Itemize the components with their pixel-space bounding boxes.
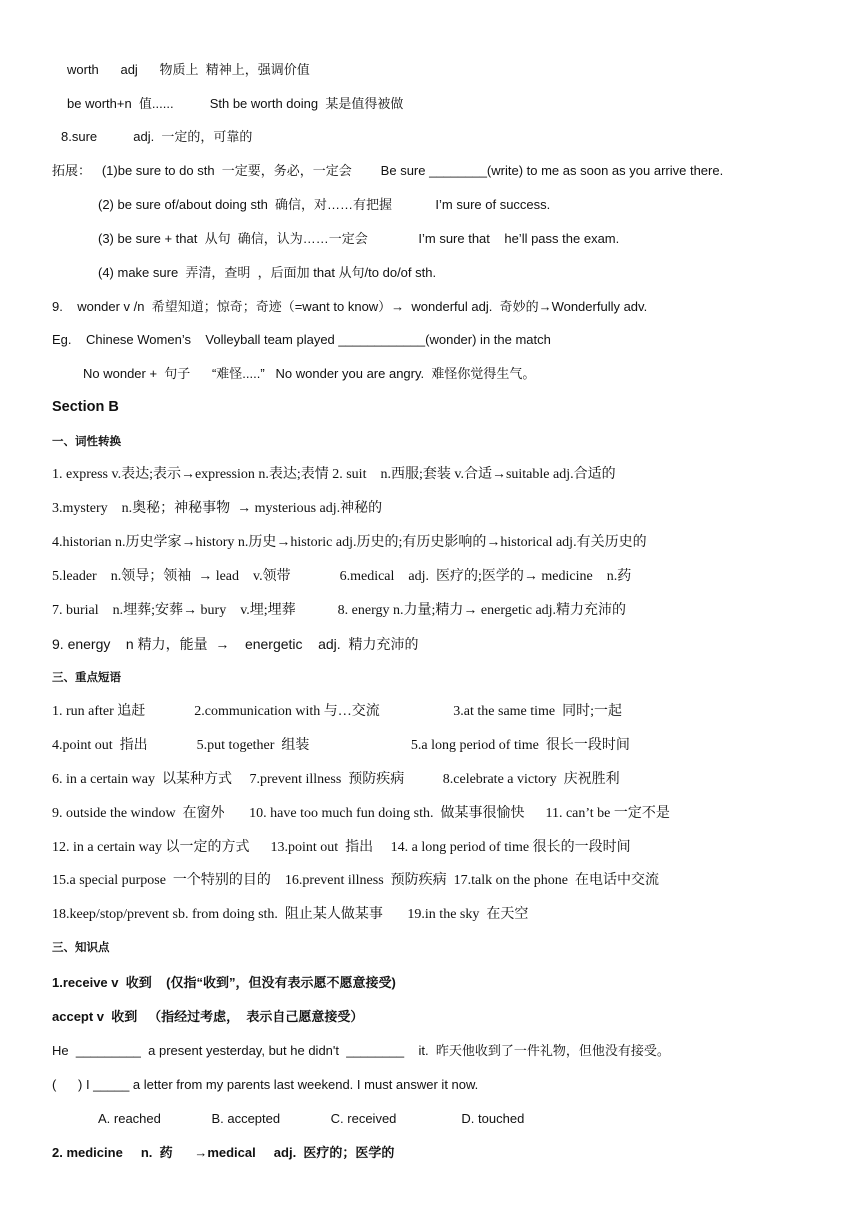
text-line: No wonder + 句子 “难怪.....” No wonder you are angry. 难怪你觉得生气。 [83, 366, 536, 381]
text-line: 1.receive v 收到 (仅指“收到”，但没有表示愿不愿意接受) [52, 975, 396, 990]
text-line: (4) make sure 弄清，查明 ，后面加 that 从句/to do/of sth. [98, 265, 437, 280]
text-line: 4.historian n.历史学家→history n.历史→historic adj.历史的;有历史影响的→historical adj.有关历史的 [52, 535, 647, 550]
text-line: 5.leader n.领导；领袖 → lead v.领带 6.medical adj. 医疗的;医学的→ medicine n.药 [52, 569, 632, 584]
text-line: 12. in a certain way 以一定的方式 13.point out 指出 14. a long period of time 很长的一段时间 [52, 840, 631, 855]
text-line: ( ) I _____ a letter from my parents last weekend. I must answer it now. [52, 1077, 479, 1092]
text-line: 9. outside the window 在窗外 10. have too much fun doing sth. 做某事很愉快 11. can’t be 一定不是 [52, 806, 670, 821]
text-line: worth adj 物质上 精神上，强调价值 [67, 62, 310, 77]
text-line: accept v 收到 （指经过考虑， 表示自己愿意接受） [52, 1009, 364, 1024]
text-line: 3.mystery n.奥秘；神秘事物 → mysterious adj.神秘的 [52, 501, 383, 516]
text-line: (3) be sure + that 从句 确信，认为……一定会 I’m sure that he’ll pass the exam. [98, 231, 620, 246]
text-line: Eg. Chinese Women’s Volleyball team played ____________(wonder) in the match [52, 332, 551, 347]
text-line: He _________ a present yesterday, but he didn't ________ it. 昨天他收到了一件礼物，但他没有接受。 [52, 1043, 670, 1058]
text-line: 8.sure adj. 一定的，可靠的 [61, 129, 253, 144]
text-line: 1. run after 追赶 2.communication with 与…交流 3.at the same time 同时;一起 [52, 704, 623, 719]
text-line: 15.a special purpose 一个特别的目的 16.prevent illness 预防疾病 17.talk on the phone 在电话中交流 [52, 873, 659, 888]
text-line: 4.point out 指出 5.put together 组装 5.a long period of time 很长一段时间 [52, 738, 630, 753]
text-line: 2. medicine n. 药 →medical adj. 医疗的；医学的 [52, 1145, 395, 1160]
text-line: 9. wonder v /n 希望知道；惊奇；奇迹（=want to know）→ wonderful adj. 奇妙的→Wonderfully adv. [52, 299, 648, 314]
text-line: 18.keep/stop/prevent sb. from doing sth. 阻止某人做某事 19.in the sky 在天空 [52, 907, 529, 922]
text-line: be worth+n 值...... Sth be worth doing 某是值得被做 [67, 96, 404, 111]
text-line: 9. energy n 精力，能量 → energetic adj. 精力充沛的 [52, 636, 419, 652]
text-line: (2) be sure of/about doing sth 确信，对……有把握 I’m sure of success. [98, 197, 551, 212]
subsection-heading: 一、词性转换 [52, 436, 121, 448]
text-line: 拓展： (1)be sure to do sth 一定要，务必，一定会 Be sure ________(write) to me as soon as you arrive there. [52, 163, 724, 178]
section-heading: Section B [52, 399, 119, 415]
text-line: 1. express v.表达;表示→expression n.表达;表情 2. suit n.西服;套装 v.合适→suitable adj.合适的 [52, 467, 616, 482]
subsection-heading: 三、知识点 [52, 942, 110, 954]
text-line: A. reached B. accepted C. received D. touched [98, 1111, 525, 1126]
text-line: 7. burial n.埋葬;安葬→ bury v.埋;埋葬 8. energy n.力量;精力→ energetic adj.精力充沛的 [52, 603, 627, 618]
text-line: 6. in a certain way 以某种方式 7.prevent illness 预防疾病 8.celebrate a victory 庆祝胜利 [52, 772, 620, 787]
subsection-heading: 三、重点短语 [52, 672, 121, 684]
